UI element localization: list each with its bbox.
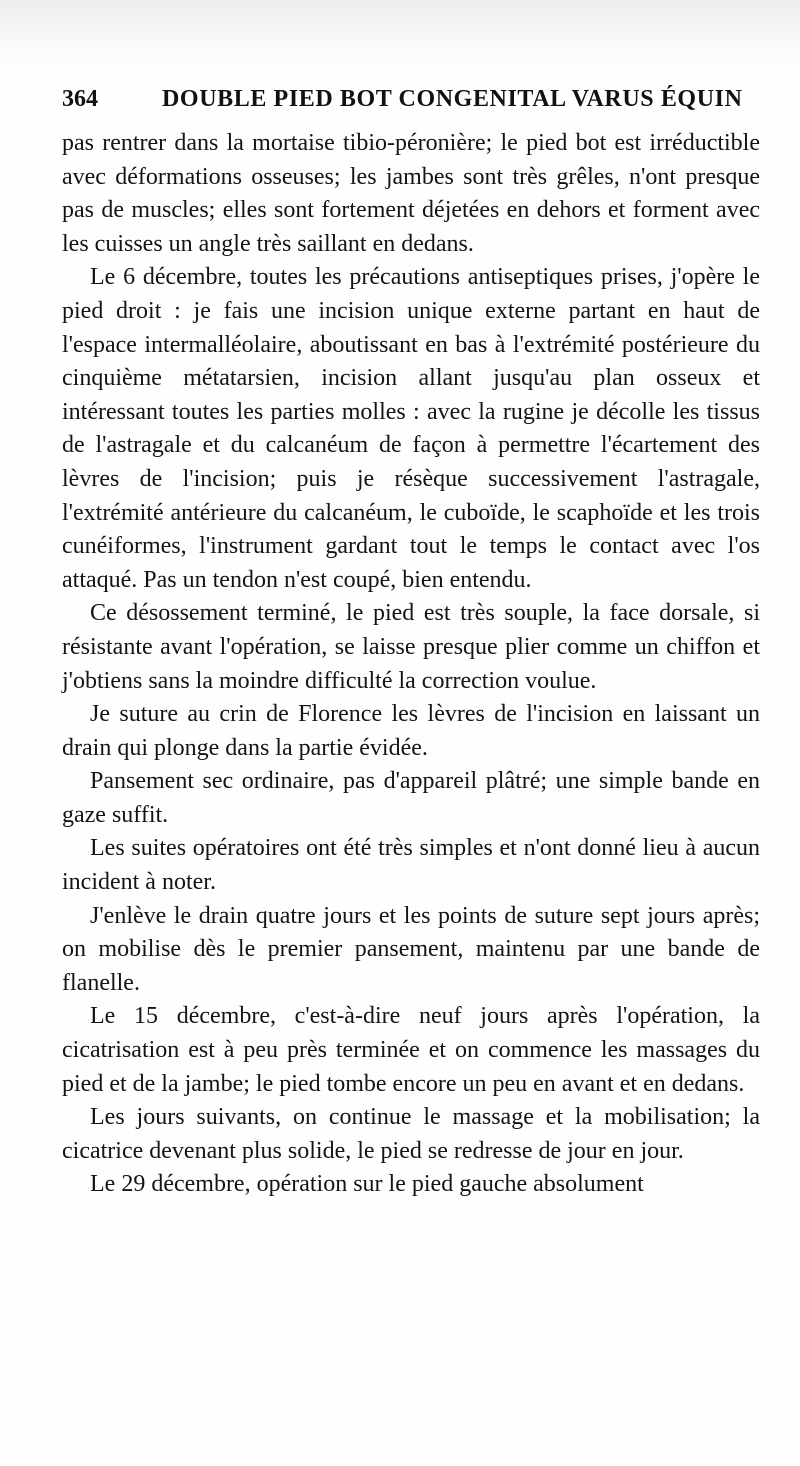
paragraph-operation-right-foot: Le 6 décembre, toutes les précautions antiseptiques prises, j'opère le pied droit : je fais une incision unique externe partant en haut de l'espace intermalléolaire, aboutissant en bas à l'extrémité postérieure du cinquième métatarsien, incision allant jusqu'au plan osseux et intéressant toutes les parties molles : avec la rugine je décolle les tissus de l'astragale et du calcanéum de façon à permettre l'écartement des lèvres de l'incision; puis je résèque successivement l'astragale, l'extrémité antérieure du calcanéum, le cuboïde, le scaphoïde et les trois cunéiformes, l'instrument gardant tout le temps le contact avec l'os attaqué. Pas un tendon n'est coupé, bien entendu.: [62, 264, 760, 593]
running-title: DOUBLE PIED BOT CONGENITAL VARUS ÉQUIN: [162, 86, 743, 112]
paragraph-29-decembre: Le 29 décembre, opération sur le pied gauche absolument: [90, 1171, 644, 1198]
paragraph-15-decembre: Le 15 décembre, c'est-à-dire neuf jours après l'opération, la cicatrisation est à peu près terminée et on commence les massages du pied et de la jambe; le pied tombe encore un peu en avant et en dedans.: [62, 1003, 760, 1097]
paragraph-desossement: Ce désossement terminé, le pied est très souple, la face dorsale, si résistante avant l'opération, se laisse presque plier comme un chiffon et j'obtiens sans la moindre difficulté la correction voulue.: [62, 600, 760, 694]
paragraph-jours-suivants: Les jours suivants, on continue le massage et la mobilisation; la cicatrice devenant plus solide, le pied se redresse de jour en jour.: [62, 1104, 760, 1164]
paragraph-pansement: Pansement sec ordinaire, pas d'appareil plâtré; une simple bande en gaze suffit.: [62, 768, 760, 828]
paragraph-continuation: pas rentrer dans la mortaise tibio-péronière; le pied bot est irréductible avec déformations osseuses; les jambes sont très grêles, n'ont presque pas de muscles; elles sont fortement déjetées en dehors et forment avec les cuisses un angle très saillant en dedans.: [62, 130, 760, 257]
body-text: [62, 127, 760, 1202]
page-header: [62, 86, 762, 118]
paragraph-drain-removal: J'enlève le drain quatre jours et les points de suture sept jours après; on mobilise dès le premier pansement, maintenu par une bande de flanelle.: [62, 902, 760, 996]
paragraph-suites-operatoires: Les suites opératoires ont été très simples et n'ont donné lieu à aucun incident à noter.: [62, 835, 760, 896]
page-number: 364: [62, 86, 98, 112]
page-margin-shadow: [0, 0, 800, 70]
paragraph-suture: Je suture au crin de Florence les lèvres de l'incision en laissant un drain qui plonge dans la partie évidée.: [62, 701, 760, 761]
